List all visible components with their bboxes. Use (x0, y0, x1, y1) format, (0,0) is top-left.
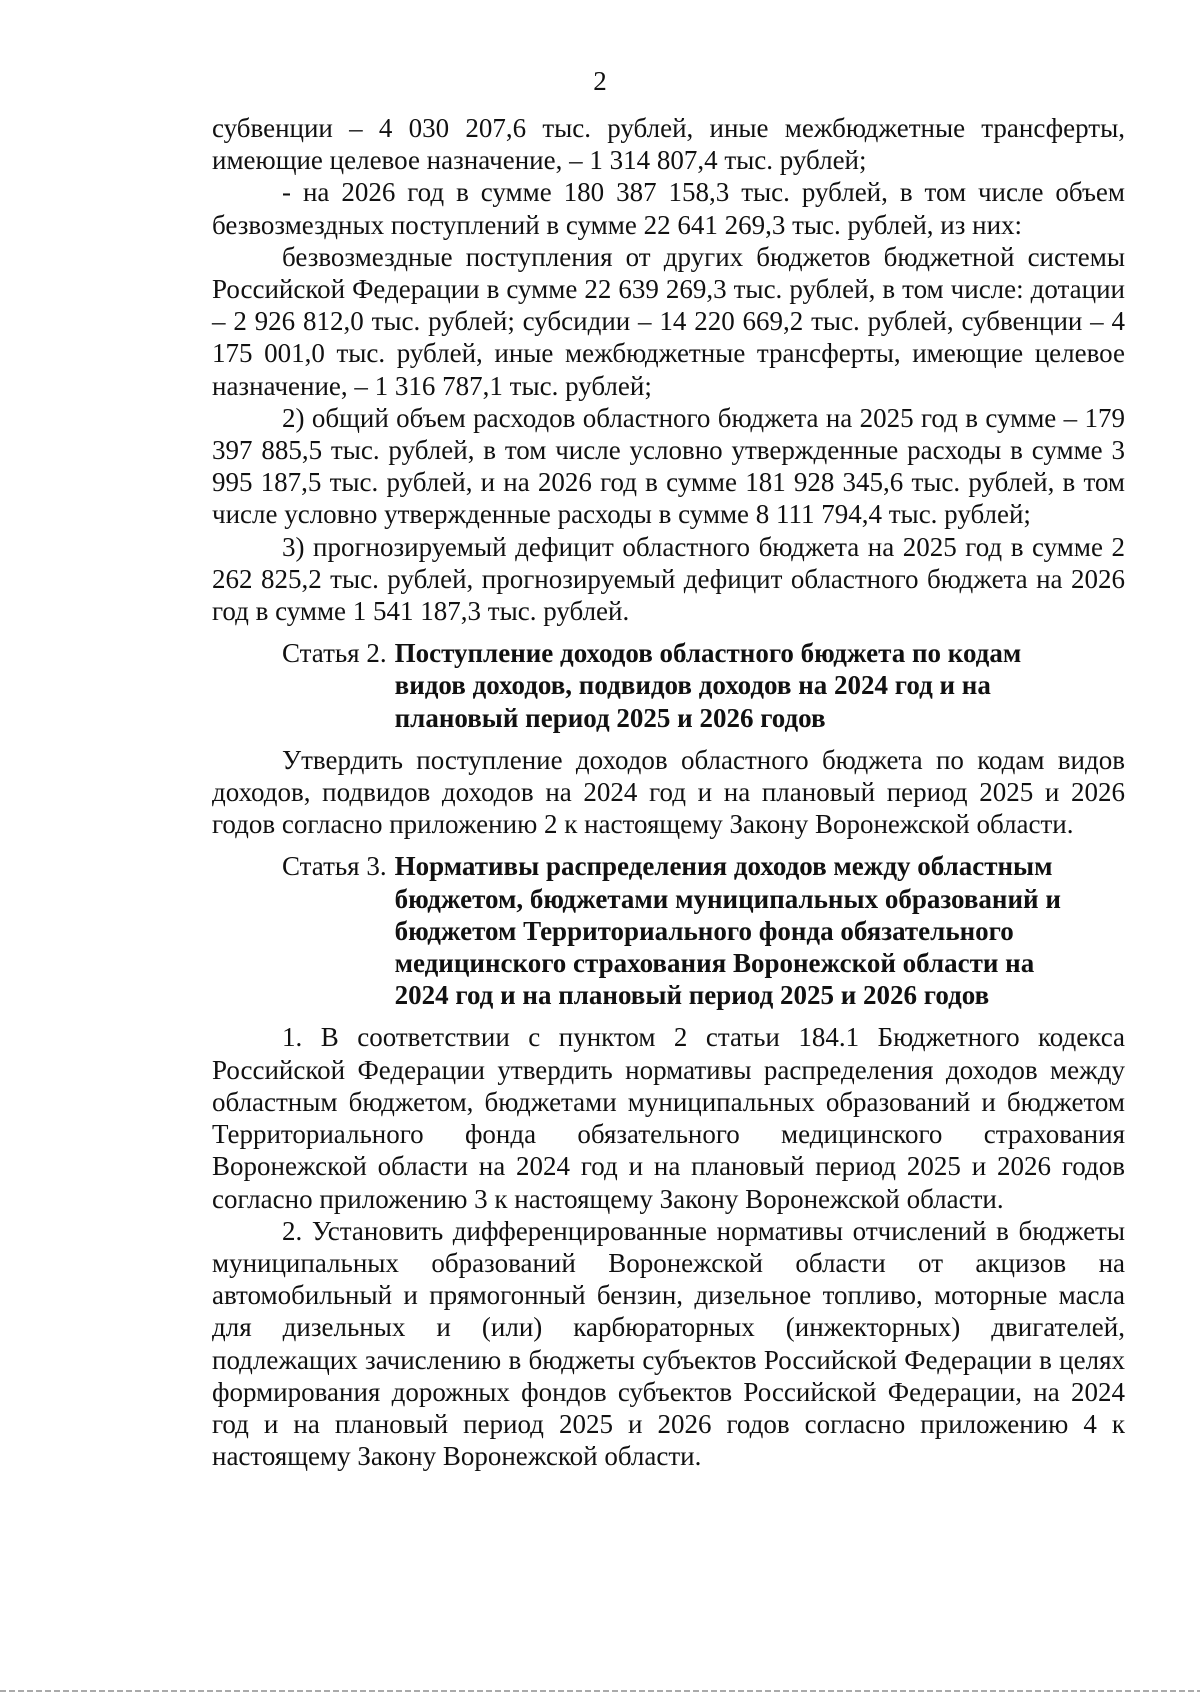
article-3-heading (212, 850, 1125, 1011)
document-body (212, 112, 1125, 1472)
article-3-clause-1: 1. В соответствии с пунктом 2 статьи 184.1 Бюджетного кодекса Российской Федерации утвердить нормативы распределения доходов между областным бюджетом, бюджетами муниципальных образований и бюджетом Территориального фонда обязательного медицинского страхования Воронежской области на 2024 год и на плановый период 2025 и 2026 годов согласно приложению 3 к настоящему Закону Воронежской области. (212, 1022, 1125, 1214)
article-2-title-line: плановый период 2025 и 2026 годов (394, 702, 826, 733)
article-3-title-line: медицинского страхования Воронежской области на (394, 948, 1035, 979)
paragraph-transfers-2026: безвозмездные поступления от других бюджетов бюджетной системы Российской Федерации в сумме 22 639 269,3 тыс. рублей, в том числе: дотации – 2 926 812,0 тыс. рублей; субсидии – 14 220 669,2 тыс. рублей, субвенции – 4 175 001,0 тыс. рублей, иные межбюджетные трансферты, имеющие целевое назначение, – 1 316 787,1 тыс. рублей; (212, 241, 1125, 401)
article-3-title-line: Нормативы распределения доходов между областным (394, 851, 1053, 882)
article-2-body: Утвердить поступление доходов областного бюджета по кодам видов доходов, подвидов доходов на 2024 год и на плановый период 2025 и 2026 годов согласно приложению 2 к настоящему Закону Воронежской области. (212, 744, 1125, 840)
article-2-title (394, 637, 1022, 734)
article-3-title-line: бюджетом, бюджетами муниципальных образований и (394, 883, 1061, 914)
article-3-title-line: 2024 год и на плановый период 2025 и 2026 годов (394, 980, 990, 1011)
paragraph-deficit: 3) прогнозируемый дефицит областного бюджета на 2025 год в сумме 2 262 825,2 тыс. рублей, прогнозируемый дефицит областного бюджета на 2026 год в сумме 1 541 187,3 тыс. рублей. (212, 531, 1125, 627)
article-3-clause-2: 2. Установить дифференцированные нормативы отчислений в бюджеты муниципальных образований Воронежской области от акцизов на автомобильный и прямогонный бензин, дизельное топливо, моторные масла для дизельных и (или) карбюраторных (инжекторных) двигателей, подлежащих зачислению в бюджеты субъектов Российской Федерации в целях формирования дорожных фондов субъектов Российской Федерации, на 2024 год и на плановый период 2025 и 2026 годов согласно приложению 4 к настоящему Закону Воронежской области. (212, 1215, 1125, 1472)
page-number: 2 (593, 66, 607, 96)
article-2-title-line: видов доходов, подвидов доходов на 2024 год и на (394, 670, 991, 701)
article-3-label: Статья 3. (282, 851, 387, 882)
article-3-title (394, 850, 1061, 1011)
article-2-heading (212, 637, 1125, 734)
article-3-title-line: бюджетом Территориального фонда обязательного (394, 915, 1014, 946)
article-2-title-line: Поступление доходов областного бюджета по кодам (394, 638, 1022, 669)
paragraph-revenue-2026: - на 2026 год в сумме 180 387 158,3 тыс. рублей, в том числе объем безвозмездных поступлений в сумме 22 641 269,3 тыс. рублей, из них: (212, 177, 1125, 240)
article-2-label: Статья 2. (282, 638, 387, 669)
paragraph-subventions-2025: субвенции – 4 030 207,6 тыс. рублей, иные межбюджетные трансферты, имеющие целевое назначение, – 1 314 807,4 тыс. рублей; (212, 113, 1125, 176)
scan-edge-line (0, 1690, 1200, 1692)
paragraph-expenses: 2) общий объем расходов областного бюджета на 2025 год в сумме – 179 397 885,5 тыс. рублей, в том числе условно утвержденные расходы в сумме 3 995 187,5 тыс. рублей, и на 2026 год в сумме 181 928 345,6 тыс. рублей, в том числе условно утвержденные расходы в сумме 8 111 794,4 тыс. рублей; (212, 402, 1125, 530)
